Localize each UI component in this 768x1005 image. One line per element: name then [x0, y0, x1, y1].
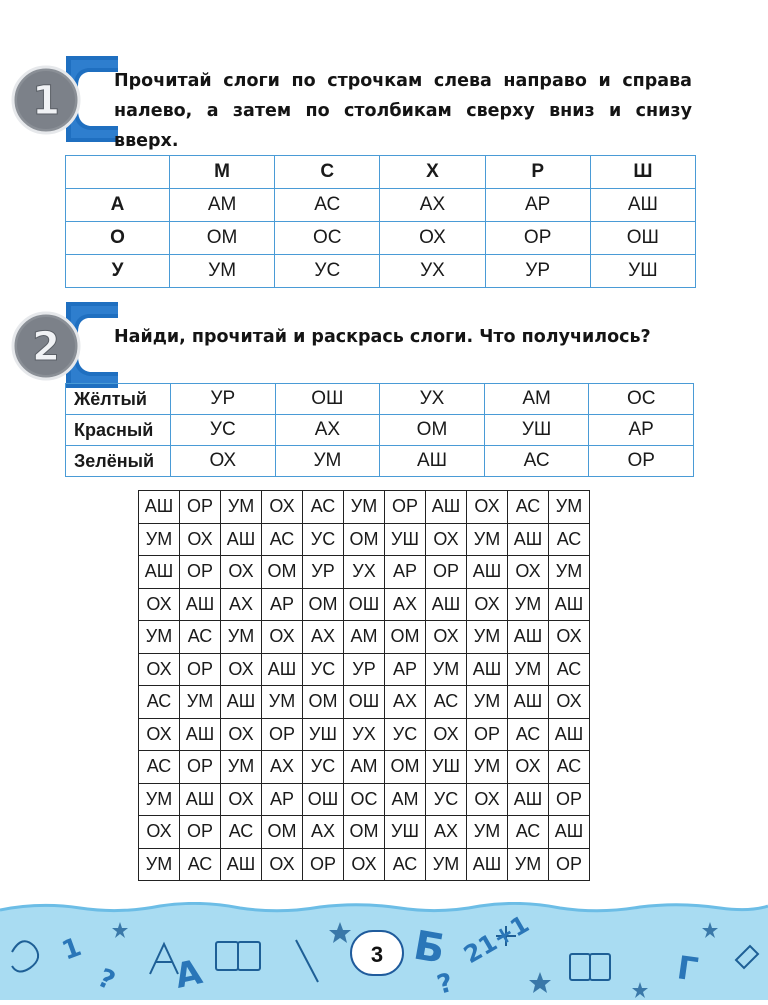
puzzle-row	[139, 751, 590, 784]
table-cell: ОХ	[380, 222, 485, 255]
puzzle-row	[139, 588, 590, 621]
table-cell: ОШ	[590, 222, 695, 255]
puzzle-cell[interactable]: ОР	[262, 718, 303, 751]
puzzle-cell[interactable]: УР	[344, 653, 385, 686]
color-key-cell: ОС	[589, 384, 694, 415]
puzzle-cell[interactable]: УС	[385, 718, 426, 751]
puzzle-cell[interactable]: АШ	[221, 523, 262, 556]
color-key-cell: ОШ	[275, 384, 380, 415]
puzzle-cell[interactable]: УМ	[549, 556, 590, 589]
puzzle-cell[interactable]: ОШ	[344, 686, 385, 719]
puzzle-cell[interactable]: АШ	[426, 491, 467, 524]
puzzle-cell[interactable]: ОХ	[139, 588, 180, 621]
table-cell: АШ	[590, 189, 695, 222]
task-2-instructions: Найди, прочитай и раскрась слоги. Что получилось?	[114, 327, 651, 347]
table-row	[66, 189, 696, 222]
puzzle-cell[interactable]: АШ	[508, 686, 549, 719]
decor-letter: А	[171, 952, 206, 997]
puzzle-cell[interactable]: ОХ	[467, 783, 508, 816]
puzzle-cell[interactable]: АС	[139, 686, 180, 719]
puzzle-row	[139, 718, 590, 751]
puzzle-cell[interactable]: АС	[508, 491, 549, 524]
puzzle-cell[interactable]: ОХ	[180, 523, 221, 556]
table-row	[66, 222, 696, 255]
puzzle-row	[139, 556, 590, 589]
puzzle-cell[interactable]: ОР	[426, 556, 467, 589]
color-key-cell: УС	[171, 415, 276, 446]
puzzle-cell[interactable]: АШ	[180, 588, 221, 621]
puzzle-row	[139, 783, 590, 816]
puzzle-cell[interactable]: АХ	[303, 621, 344, 654]
puzzle-cell[interactable]: ОХ	[221, 783, 262, 816]
color-key-cell: УМ	[275, 446, 380, 477]
puzzle-cell[interactable]: ОР	[180, 653, 221, 686]
puzzle-cell[interactable]: АМ	[344, 751, 385, 784]
puzzle-cell[interactable]: АХ	[385, 588, 426, 621]
task-number-1: 1	[32, 78, 60, 124]
puzzle-cell[interactable]: АС	[385, 848, 426, 881]
color-key-cell: ОР	[589, 446, 694, 477]
puzzle-cell[interactable]: УМ	[180, 686, 221, 719]
color-label-yellow: Жёлтый	[66, 384, 171, 415]
puzzle-cell[interactable]: АМ	[344, 621, 385, 654]
puzzle-cell[interactable]: АШ	[221, 686, 262, 719]
puzzle-cell[interactable]: ОМ	[303, 686, 344, 719]
table-cell: ОР	[485, 222, 590, 255]
puzzle-cell[interactable]: АС	[303, 491, 344, 524]
puzzle-cell[interactable]: АС	[549, 653, 590, 686]
puzzle-cell[interactable]: АШ	[467, 556, 508, 589]
puzzle-cell[interactable]: АР	[262, 783, 303, 816]
table-cell: УШ	[590, 255, 695, 288]
puzzle-cell[interactable]: АШ	[508, 783, 549, 816]
puzzle-cell[interactable]: УМ	[221, 491, 262, 524]
task-number-badge-2	[8, 298, 118, 388]
color-key-row-red	[66, 415, 694, 446]
puzzle-cell[interactable]: ОР	[180, 751, 221, 784]
puzzle-cell[interactable]: АМ	[385, 783, 426, 816]
puzzle-cell[interactable]: АС	[180, 848, 221, 881]
task-number-badge-1	[8, 52, 118, 142]
color-key-cell: АР	[589, 415, 694, 446]
table-cell: УР	[485, 255, 590, 288]
color-key-cell: УР	[171, 384, 276, 415]
page-number: 3	[350, 930, 404, 976]
puzzle-cell[interactable]: АШ	[467, 653, 508, 686]
puzzle-cell[interactable]: ОР	[467, 718, 508, 751]
puzzle-cell[interactable]: ОР	[549, 783, 590, 816]
puzzle-cell[interactable]: ОС	[344, 783, 385, 816]
decor-letter: 1	[58, 932, 86, 967]
task-1-instructions: Прочитай слоги по строчкам слева направо и справа налево, а затем по столбикам сверху вниз и снизу вверх.	[114, 71, 692, 151]
puzzle-cell[interactable]: УМ	[221, 751, 262, 784]
puzzle-cell[interactable]: ОМ	[262, 816, 303, 849]
puzzle-cell[interactable]: АС	[262, 523, 303, 556]
puzzle-cell[interactable]: УМ	[467, 686, 508, 719]
puzzle-cell[interactable]: ОР	[180, 816, 221, 849]
color-key-cell: ОМ	[380, 415, 485, 446]
syllable-table-header-row	[66, 156, 696, 189]
table-header-cell: С	[275, 156, 380, 189]
puzzle-cell[interactable]: АС	[508, 816, 549, 849]
puzzle-cell[interactable]: АХ	[221, 588, 262, 621]
decor-letter: 21+1	[459, 909, 534, 970]
puzzle-cell[interactable]: ОХ	[426, 523, 467, 556]
puzzle-cell[interactable]: УС	[303, 751, 344, 784]
puzzle-cell[interactable]: ОМ	[344, 523, 385, 556]
puzzle-cell[interactable]: УР	[303, 556, 344, 589]
color-key-cell: АХ	[275, 415, 380, 446]
puzzle-cell[interactable]: АС	[508, 718, 549, 751]
decor-letter: Б	[410, 922, 449, 974]
puzzle-cell[interactable]: АР	[262, 588, 303, 621]
color-key-cell: АС	[484, 446, 589, 477]
puzzle-row	[139, 621, 590, 654]
puzzle-cell[interactable]: ОР	[180, 556, 221, 589]
color-key-table	[65, 383, 694, 477]
puzzle-cell[interactable]: ОМ	[385, 621, 426, 654]
color-key-cell: ОХ	[171, 446, 276, 477]
puzzle-cell[interactable]: УС	[426, 783, 467, 816]
puzzle-cell[interactable]: УМ	[426, 653, 467, 686]
puzzle-cell[interactable]: АШ	[139, 556, 180, 589]
puzzle-cell[interactable]: АШ	[262, 653, 303, 686]
puzzle-cell[interactable]: АШ	[139, 491, 180, 524]
task-number-2: 2	[32, 324, 60, 370]
puzzle-cell[interactable]: ОМ	[303, 588, 344, 621]
color-key-cell: АШ	[380, 446, 485, 477]
puzzle-cell[interactable]: УС	[303, 653, 344, 686]
puzzle-cell[interactable]: УМ	[508, 588, 549, 621]
puzzle-cell[interactable]: ОШ	[303, 783, 344, 816]
puzzle-cell[interactable]: ОХ	[262, 621, 303, 654]
puzzle-row	[139, 816, 590, 849]
table-header-cell: Р	[485, 156, 590, 189]
puzzle-cell[interactable]: АС	[549, 523, 590, 556]
puzzle-cell[interactable]: АС	[221, 816, 262, 849]
puzzle-cell[interactable]: УС	[303, 523, 344, 556]
puzzle-cell[interactable]: АШ	[180, 783, 221, 816]
puzzle-cell[interactable]: ОР	[303, 848, 344, 881]
puzzle-cell[interactable]: АС	[139, 751, 180, 784]
puzzle-cell[interactable]: ОХ	[221, 556, 262, 589]
row-header-cell: А	[66, 189, 170, 222]
table-cell: АМ	[170, 189, 275, 222]
puzzle-cell[interactable]: АШ	[549, 718, 590, 751]
table-cell: ОМ	[170, 222, 275, 255]
decor-letter: ?	[93, 963, 120, 997]
puzzle-row	[139, 848, 590, 881]
table-cell: УМ	[170, 255, 275, 288]
puzzle-cell[interactable]: АХ	[385, 686, 426, 719]
puzzle-cell[interactable]: АШ	[549, 588, 590, 621]
puzzle-cell[interactable]: УХ	[344, 718, 385, 751]
decor-letter: Г	[674, 948, 701, 989]
table-header-cell	[66, 156, 170, 189]
puzzle-cell[interactable]: ОХ	[426, 621, 467, 654]
puzzle-cell[interactable]: УМ	[467, 751, 508, 784]
table-cell: УС	[275, 255, 380, 288]
puzzle-cell[interactable]: АШ	[221, 848, 262, 881]
color-key-cell: УХ	[380, 384, 485, 415]
puzzle-cell[interactable]: УШ	[303, 718, 344, 751]
puzzle-cell[interactable]: ОШ	[344, 588, 385, 621]
puzzle-cell[interactable]: ОР	[180, 491, 221, 524]
puzzle-cell[interactable]: ОР	[549, 848, 590, 881]
puzzle-cell[interactable]: УШ	[385, 816, 426, 849]
table-cell: АХ	[380, 189, 485, 222]
table-cell: АР	[485, 189, 590, 222]
puzzle-cell[interactable]: ОХ	[467, 491, 508, 524]
puzzle-row	[139, 523, 590, 556]
puzzle-cell[interactable]: АШ	[508, 523, 549, 556]
puzzle-cell[interactable]: АХ	[303, 816, 344, 849]
puzzle-cell[interactable]: УМ	[139, 523, 180, 556]
syllable-table	[65, 155, 696, 288]
puzzle-cell[interactable]: ОХ	[262, 848, 303, 881]
color-key-row-yellow	[66, 384, 694, 415]
puzzle-cell[interactable]: УМ	[139, 783, 180, 816]
puzzle-cell[interactable]: УМ	[549, 491, 590, 524]
puzzle-cell[interactable]: АС	[549, 751, 590, 784]
puzzle-cell[interactable]: УМ	[344, 491, 385, 524]
puzzle-row	[139, 686, 590, 719]
color-key-cell: УШ	[484, 415, 589, 446]
puzzle-cell[interactable]: УМ	[508, 653, 549, 686]
puzzle-cell[interactable]: УМ	[467, 621, 508, 654]
table-row	[66, 255, 696, 288]
puzzle-cell[interactable]: ОХ	[344, 848, 385, 881]
puzzle-cell[interactable]: АШ	[549, 816, 590, 849]
table-header-cell: Ш	[590, 156, 695, 189]
color-key-cell: АМ	[484, 384, 589, 415]
puzzle-cell[interactable]: УМ	[426, 848, 467, 881]
puzzle-cell[interactable]: ОХ	[508, 556, 549, 589]
puzzle-cell[interactable]: АШ	[180, 718, 221, 751]
puzzle-cell[interactable]: АШ	[467, 848, 508, 881]
puzzle-cell[interactable]: АР	[385, 556, 426, 589]
color-label-green: Зелёный	[66, 446, 171, 477]
puzzle-cell[interactable]: ОХ	[426, 718, 467, 751]
table-header-cell: Х	[380, 156, 485, 189]
puzzle-cell[interactable]: АШ	[508, 621, 549, 654]
puzzle-cell[interactable]: АХ	[262, 751, 303, 784]
puzzle-cell[interactable]: УМ	[139, 621, 180, 654]
puzzle-cell[interactable]: АР	[385, 653, 426, 686]
puzzle-cell[interactable]: АС	[180, 621, 221, 654]
puzzle-cell[interactable]: ОМ	[262, 556, 303, 589]
puzzle-cell[interactable]: ОР	[385, 491, 426, 524]
puzzle-cell[interactable]: УМ	[508, 848, 549, 881]
table-cell: УХ	[380, 255, 485, 288]
puzzle-cell[interactable]: ОХ	[549, 621, 590, 654]
puzzle-cell[interactable]: УШ	[385, 523, 426, 556]
table-cell: АС	[275, 189, 380, 222]
coloring-puzzle-grid	[138, 490, 590, 881]
puzzle-row	[139, 653, 590, 686]
row-header-cell: У	[66, 255, 170, 288]
puzzle-cell[interactable]: УШ	[426, 751, 467, 784]
puzzle-cell[interactable]: ОХ	[221, 718, 262, 751]
puzzle-cell[interactable]: УХ	[344, 556, 385, 589]
puzzle-cell[interactable]: ОХ	[139, 718, 180, 751]
puzzle-cell[interactable]: АС	[426, 686, 467, 719]
puzzle-cell[interactable]: ОХ	[139, 653, 180, 686]
puzzle-row	[139, 491, 590, 524]
puzzle-cell[interactable]: УМ	[467, 523, 508, 556]
table-header-cell: М	[170, 156, 275, 189]
puzzle-cell[interactable]: ОХ	[221, 653, 262, 686]
color-label-red: Красный	[66, 415, 171, 446]
row-header-cell: О	[66, 222, 170, 255]
color-key-row-green	[66, 446, 694, 477]
decor-letter: ?	[434, 967, 457, 1000]
puzzle-cell[interactable]: УМ	[262, 686, 303, 719]
puzzle-cell[interactable]: УМ	[139, 848, 180, 881]
puzzle-cell[interactable]: АХ	[426, 816, 467, 849]
puzzle-cell[interactable]: ОХ	[139, 816, 180, 849]
table-cell: ОС	[275, 222, 380, 255]
puzzle-cell[interactable]: ОХ	[467, 588, 508, 621]
puzzle-cell[interactable]: ОХ	[508, 751, 549, 784]
puzzle-cell[interactable]: ОМ	[385, 751, 426, 784]
puzzle-cell[interactable]: ОМ	[344, 816, 385, 849]
puzzle-cell[interactable]: УМ	[467, 816, 508, 849]
puzzle-cell[interactable]: УМ	[221, 621, 262, 654]
puzzle-cell[interactable]: ОХ	[262, 491, 303, 524]
puzzle-cell[interactable]: АШ	[426, 588, 467, 621]
puzzle-cell[interactable]: ОХ	[549, 686, 590, 719]
